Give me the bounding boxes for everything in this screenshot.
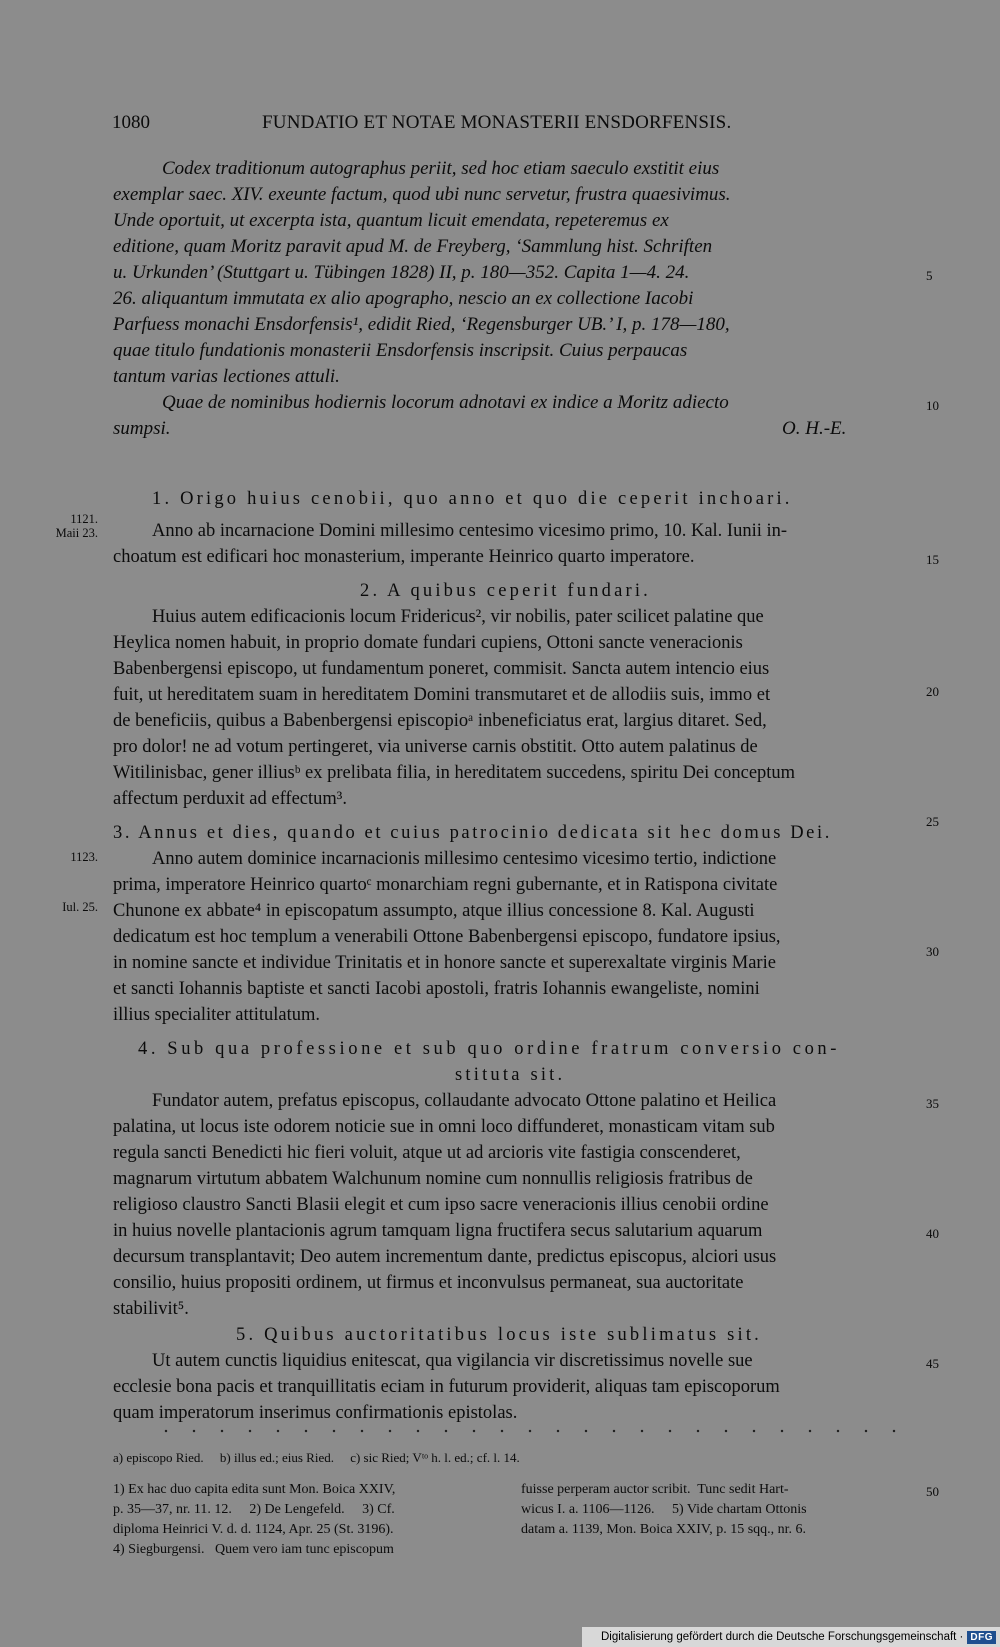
footer-text: Digitalisierung gefördert durch die Deutsche Forschungsgemeinschaft · [600,1631,964,1643]
text-line: et sancti Iohannis baptiste et sancti Iacobi apostoli, fratris Iohannis ewangeliste, nomini [113,979,760,999]
text-line: Ut autem cunctis liquidius enitescat, qua vigilancia vir discretissimus novelle sue [152,1351,753,1371]
section-heading: 3. Annus et dies, quando et cuius patrocinio dedicata sit hec domus Dei. [113,823,832,843]
text-line: in nomine sancte et individue Trinitatis et in honore sancte et superexaltate virginis Marie [113,953,776,973]
line-number: 50 [926,1484,939,1499]
text-line: religioso claustro Sancti Blasii elegit et cum ipso sacre veneracionis illius cenobii ordine [113,1195,769,1215]
footnote-line: 1) Ex hac duo capita edita sunt Mon. Boica XXIV, [113,1482,396,1497]
text-line: Witilinisbac, gener illiusᵇ ex prelibata filia, in hereditatem succedens, spiritu Dei conceptum [113,763,796,783]
text-line: stabilivit⁵. [113,1299,189,1319]
text-line: Babenbergensi episcopo, ut fundamentum poneret, commisit. Sancta autem intencio eius [113,659,770,679]
margin-date: Iul. 25. [62,900,98,914]
text-line: Anno autem dominice incarnacionis millesimo centesimo vicesimo tertio, indictione [152,849,777,869]
text-line: ecclesie bona pacis et tranquillitatis eciam in futurum providerit, aliquas tam episcoporum [113,1377,780,1397]
section-heading: 5. Quibus auctoritatibus locus iste sublimatus sit. [236,1325,762,1345]
text-line: regula sancti Benedicti hic fieri voluit, atque ut ad arcioris vite fastigia conscenderet, [113,1143,741,1163]
footnote-line: diploma Heinrici V. d. d. 1124, Apr. 25 (St. 3196). [113,1522,394,1537]
text-line: consilio, huius propositi ordinem, ut firmus et inconvulsus permaneat, sua auctoritate [113,1273,744,1293]
text-line: pro dolor! ne ad votum pertingeret, via universe carnis obstitit. Otto autem palatinus de [113,737,758,757]
margin-date: 1123. [70,850,98,864]
intro-line: 26. aliquantum immutata ex alio apographo, nescio an ex collectione Iacobi [113,288,694,309]
text-line: in huius novelle plantacionis agrum tamquam ligna fructifera secus salutarium aquarum [113,1221,763,1241]
text-line: Anno ab incarnacione Domini millesimo centesimo vicesimo primo, 10. Kal. Iunii in- [152,521,788,541]
page-number: 1080 [112,112,150,133]
margin-date: Maii 23. [55,526,98,540]
footnotes-variant-readings: a) episcopo Ried. b) illus ed.; eius Ried. c) sic Ried; Vᵗᵒ h. l. ed.; cf. l. 14. [113,1450,520,1465]
footnote-line: p. 35—37, nr. 11. 12. 2) De Lengefeld. 3) Cf. [113,1502,395,1517]
text-line: Heylica nomen habuit, in proprio domate fundari cupiens, Ottoni sancte veneracionis [113,633,743,653]
text-line: de beneficiis, quibus a Babenbergensi episcopioᵃ inbeneficiatus erat, largius ditaret. Sed, [113,711,767,731]
text-line: affectum perduxit ad effectum³. [113,789,347,809]
intro-line: quae titulo fundationis monasterii Ensdorfensis inscripsit. Cuius perpaucas [113,340,688,361]
line-number: 45 [926,1356,939,1371]
section-heading: 4. Sub qua professione et sub quo ordine fratrum conversio con- [138,1039,841,1059]
footnote-line: datam a. 1139, Mon. Boica XXIV, p. 15 sqq., nr. 6. [521,1522,807,1537]
text-line: magnarum virtutum abbatem Walchunum nomine cum nonnullis religiosis fratribus de [113,1169,753,1189]
intro-line: Parfuess monachi Ensdorfensis¹, edidit Ried, ‘Regensburger UB.’ I, p. 178—180, [113,314,730,335]
omission-dots [152,1428,912,1434]
intro-line: sumpsi. [113,418,171,439]
intro-line: tantum varias lectiones attuli. [113,366,340,387]
digitization-footer [582,1627,1000,1647]
margin-date: 1121. [70,512,98,526]
line-number: 15 [926,552,939,567]
dfg-logo-icon: DFG [967,1631,996,1644]
footnote-line: fuisse perperam auctor scribit. Tunc sedit Hart- [521,1482,789,1497]
line-number: 10 [926,398,939,413]
text-line: palatina, ut locus iste odorem noticie sue in omni loco diffunderet, monasticam vitam sub [113,1117,775,1137]
intro-line: u. Urkunden’ (Stuttgart u. Tübingen 1828) II, p. 180—352. Capita 1—4. 24. [113,262,690,283]
running-header [112,112,772,142]
section-heading: 1. Origo huius cenobii, quo anno et quo die ceperit inchoari. [152,489,793,509]
intro-line: Quae de nominibus hodiernis locorum adnotavi ex indice a Moritz adiecto [162,392,729,413]
text-line: choatum est edificari hoc monasterium, imperante Heinrico quarto imperatore. [113,547,695,567]
page-title: FUNDATIO ET NOTAE MONASTERII ENSDORFENSIS. [262,112,732,133]
text-line: Huius autem edificacionis locum Fridericus², vir nobilis, pater scilicet palatine que [152,607,764,627]
section-heading-continued: stituta sit. [455,1065,566,1085]
text-line: prima, imperatore Heinrico quartoᶜ monarchiam regni gubernante, et in Ratispona civitate [113,875,778,895]
line-number: 25 [926,814,939,829]
intro-line: Codex traditionum autographus periit, sed hoc etiam saeculo exstitit eius [162,158,720,179]
intro-line: editione, quam Moritz paravit apud M. de Freyberg, ‘Sammlung hist. Schriften [113,236,713,257]
text-line: illius specialiter attitulatum. [113,1005,321,1025]
intro-signature: O. H.-E. [782,418,847,439]
text-line: quam imperatorum inserimus confirmationis epistolas. [113,1403,518,1423]
text-line: Chunone ex abbate⁴ in episcopatum assumpto, atque illius concessione 8. Kal. Augusti [113,901,755,921]
footnote-line: 4) Siegburgensi. Quem vero iam tunc episcopum [113,1542,394,1557]
text-line: dedicatum est hoc templum a venerabili Ottone Babenbergensi episcopo, fundatore ipsius, [113,927,781,947]
footnote-line: wicus I. a. 1106—1126. 5) Vide chartam Ottonis [521,1502,807,1517]
line-number: 35 [926,1096,939,1111]
intro-line: exemplar saec. XIV. exeunte factum, quod ubi nunc servetur, frustra quaesivimus. [113,184,731,205]
intro-line: Unde oportuit, ut excerpta ista, quantum licuit emendata, repeteremus ex [113,210,669,231]
section-heading: 2. A quibus ceperit fundari. [360,581,652,601]
line-number: 5 [926,268,933,283]
line-number: 20 [926,684,939,699]
text-line: Fundator autem, prefatus episcopus, collaudante advocato Ottone palatino et Heilica [152,1091,777,1111]
line-number: 30 [926,944,939,959]
text-line: fuit, ut hereditatem suam in hereditatem Domini transmutaret et de allodiis suis, immo et [113,685,771,705]
text-line: decursum transplantavit; Deo autem incrementum dante, predictus episcopus, alciori usus [113,1247,777,1267]
line-number: 40 [926,1226,939,1241]
